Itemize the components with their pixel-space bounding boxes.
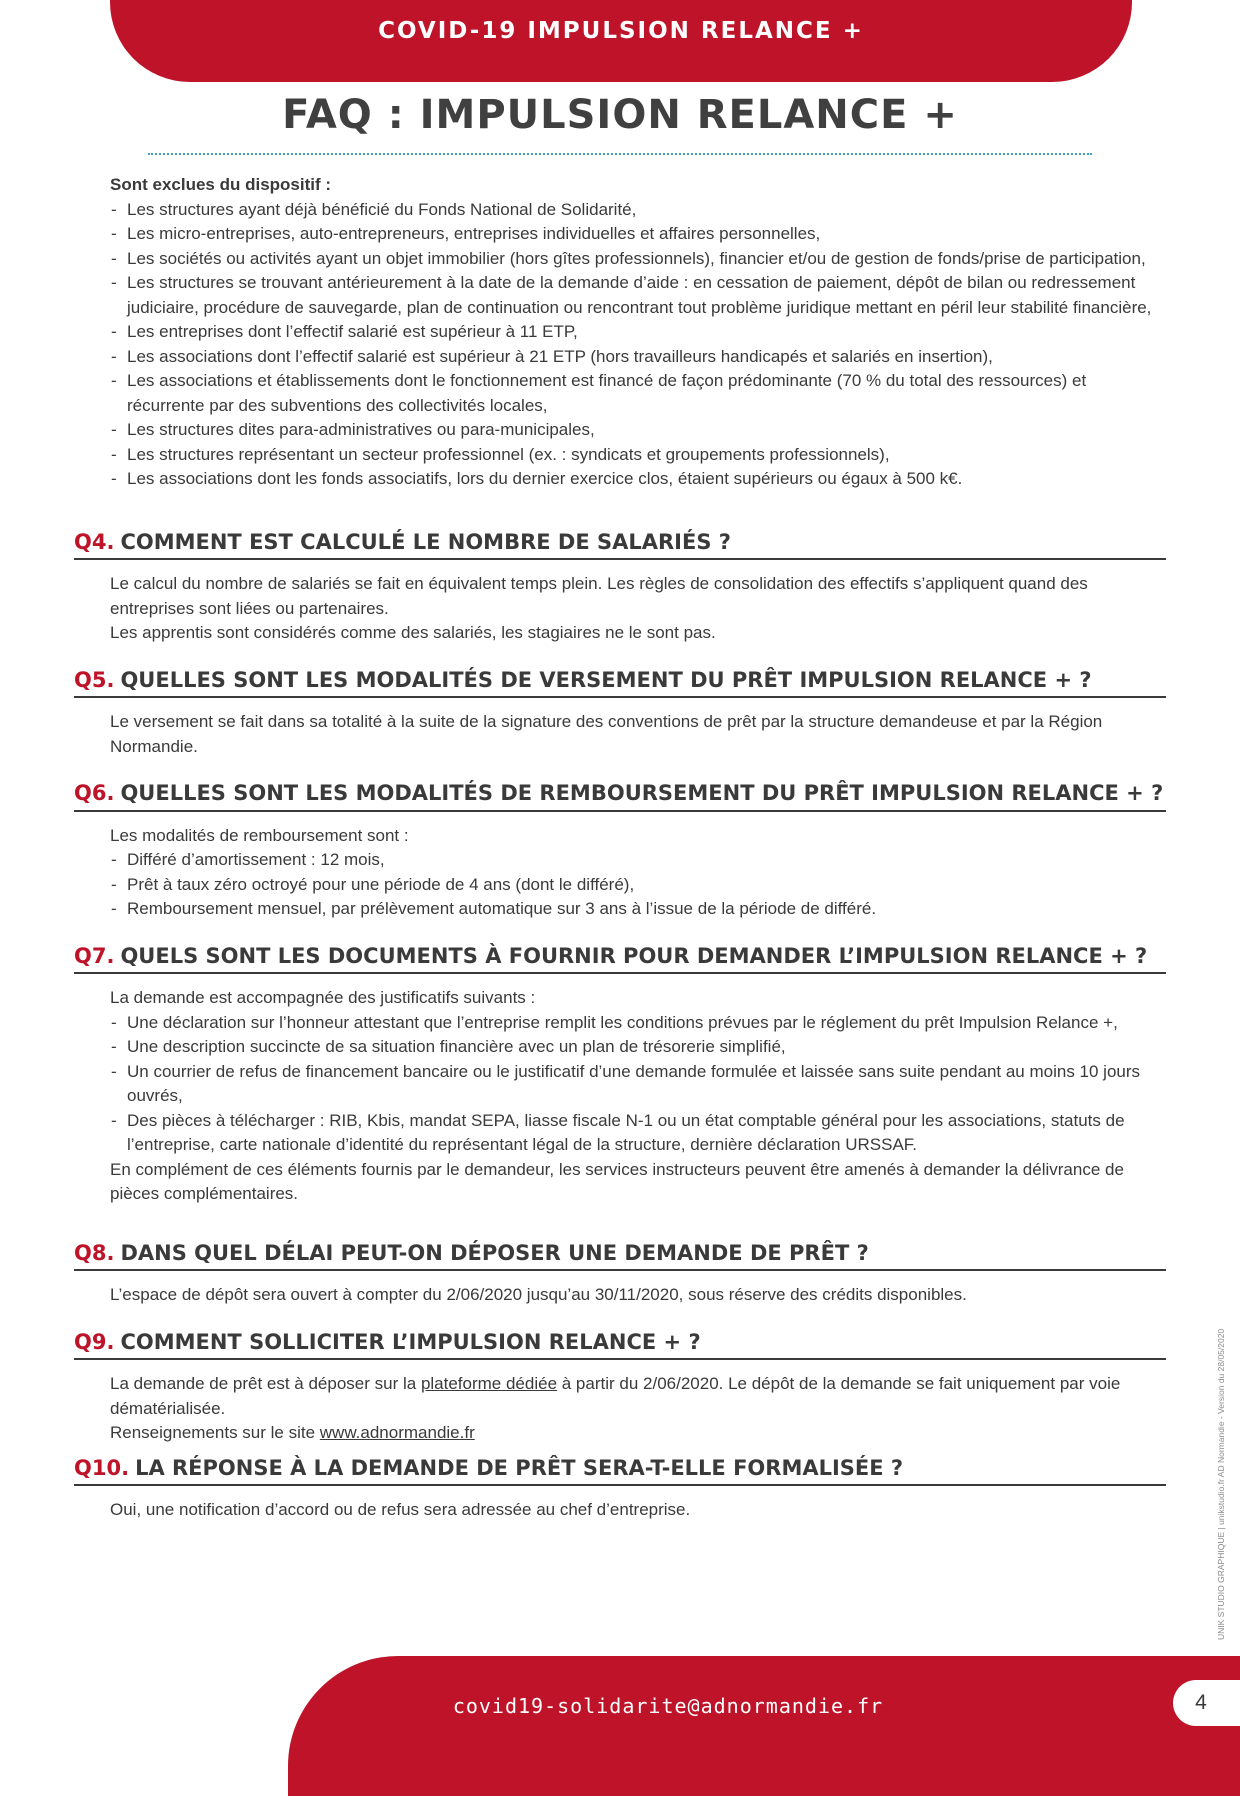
question-number: Q7.	[74, 943, 115, 968]
faq-content	[74, 173, 1166, 1523]
list-item: - Des pièces à télécharger : RIB, Kbis, mandat SEPA, liasse fiscale N-1 ou un état comptable général pour les associations, statuts de l’entreprise, carte nationale d’identité du représentant légal de la structure, dernière déclaration URSSAF.	[110, 1109, 1166, 1158]
answer-intro: Les modalités de remboursement sont :	[110, 825, 409, 845]
answer-paragraph: Le versement se fait dans sa totalité à la suite de la signature des conventions de prêt par la structure demandeuse et par la Région Normandie.	[110, 712, 1103, 756]
list-item: - Une description succincte de sa situation financière avec un plan de trésorerie simplifié,	[110, 1035, 1166, 1060]
list-item: - Les associations dont les fonds associatifs, lors du dernier exercice clos, étaient supérieurs ou égaux à 500 k€.	[110, 467, 1166, 492]
page-number: 4	[1195, 1691, 1207, 1714]
question-number: Q10.	[74, 1455, 130, 1480]
answer-paragraph	[110, 1372, 1166, 1421]
answer-paragraph	[110, 1421, 1166, 1446]
page-title: FAQ : IMPULSION RELANCE +	[282, 92, 958, 138]
answer-paragraph: Le calcul du nombre de salariés se fait en équivalent temps plein. Les règles de consolidation des effectifs s’appliquent quand des entreprises sont liées ou partenaires.	[110, 574, 1088, 618]
question-number: Q5.	[74, 667, 115, 692]
q6-list	[110, 848, 1166, 922]
answer-paragraph: L’espace de dépôt sera ouvert à compter du 2/06/2020 jusqu’au 30/11/2020, sous réserve des crédits disponibles.	[110, 1285, 967, 1304]
list-item: - Les structures dites para-administratives ou para-municipales,	[110, 418, 1166, 443]
q5-heading	[74, 668, 1166, 699]
list-item: - Différé d’amortissement : 12 mois,	[110, 848, 1166, 873]
list-item: - Les micro-entreprises, auto-entrepreneurs, entreprises individuelles et affaires personnelles,	[110, 222, 1166, 247]
question-title: QUELS SONT LES DOCUMENTS À FOURNIR POUR DEMANDER L’IMPULSION RELANCE + ?	[120, 943, 1148, 968]
q7-heading	[74, 944, 1166, 975]
question-title: COMMENT EST CALCULÉ LE NOMBRE DE SALARIÉS ?	[120, 529, 731, 554]
website-link[interactable]: www.adnormandie.fr	[319, 1423, 475, 1442]
list-item: - Les sociétés ou activités ayant un objet immobilier (hors gîtes professionnels), financier et/ou de gestion de fonds/prise de participation,	[110, 247, 1166, 272]
exclusions-section	[74, 173, 1166, 492]
footer-banner	[288, 1656, 1240, 1796]
list-item: - Une déclaration sur l’honneur attestant que l’entreprise remplit les conditions prévues par le réglement du prêt Impulsion Relance +,	[110, 1011, 1166, 1036]
q10-heading	[74, 1456, 1166, 1487]
platform-link[interactable]: plateforme dédiée	[420, 1374, 558, 1393]
list-item: - Les entreprises dont l’effectif salarié est supérieur à 11 ETP,	[110, 320, 1166, 345]
list-item: - Les structures représentant un secteur professionnel (ex. : syndicats et groupements professionnels),	[110, 443, 1166, 468]
q8-heading	[74, 1241, 1166, 1272]
title-divider	[148, 153, 1092, 155]
question-title: DANS QUEL DÉLAI PEUT-ON DÉPOSER UNE DEMANDE DE PRÊT ?	[120, 1240, 869, 1265]
q10-section	[74, 1456, 1166, 1523]
q5-section	[74, 668, 1166, 760]
q4-section	[74, 530, 1166, 646]
question-title: COMMENT SOLLICITER L’IMPULSION RELANCE + ?	[120, 1329, 701, 1354]
question-number: Q9.	[74, 1329, 115, 1354]
exclusions-heading: Sont exclues du dispositif :	[110, 175, 332, 194]
q4-heading	[74, 530, 1166, 561]
q6-section	[74, 781, 1166, 922]
list-item: - Les structures se trouvant antérieurement à la date de la demande d’aide : en cessation de paiement, dépôt de bilan ou redressement judiciaire, procédure de sauvegarde, plan de continuation ou rencontrant tout problème juridique mettant en péril leur stabilité financière,	[110, 271, 1166, 320]
exclusions-list	[110, 198, 1166, 492]
question-title: QUELLES SONT LES MODALITÉS DE REMBOURSEMENT DU PRÊT IMPULSION RELANCE + ?	[120, 781, 1164, 805]
q7-section	[74, 944, 1166, 1207]
list-item: - Les associations et établissements dont le fonctionnement est financé de façon prédominante (70 % du total des ressources) et récurrente par des subventions des collectivités locales,	[110, 369, 1166, 418]
q6-heading	[74, 781, 1166, 812]
answer-text: La demande de prêt est à déposer sur la	[110, 1374, 421, 1393]
question-title: QUELLES SONT LES MODALITÉS DE VERSEMENT DU PRÊT IMPULSION RELANCE + ?	[120, 667, 1092, 692]
q7-list	[110, 1011, 1166, 1158]
list-item: - Prêt à taux zéro octroyé pour une période de 4 ans (dont le différé),	[110, 873, 1166, 898]
banner-title: COVID-19 IMPULSION RELANCE +	[378, 18, 864, 44]
question-title: LA RÉPONSE À LA DEMANDE DE PRÊT SERA-T-ELLE FORMALISÉE ?	[135, 1455, 904, 1480]
question-number: Q4.	[74, 529, 115, 554]
answer-intro: La demande est accompagnée des justificatifs suivants :	[110, 988, 536, 1007]
q8-section	[74, 1241, 1166, 1308]
answer-outro: En complément de ces éléments fournis par le demandeur, les services instructeurs peuvent être amenés à demander la délivrance de pièces complémentaires.	[110, 1159, 1124, 1203]
answer-text: à partir du 2/06/2020. Le dépôt de la demande se fait uniquement par voie dématérialisée.	[110, 1374, 1121, 1418]
list-item: - Les structures ayant déjà bénéficié du Fonds National de Solidarité,	[110, 198, 1166, 223]
q9-section	[74, 1330, 1166, 1446]
answer-text: Renseignements sur le site	[110, 1423, 320, 1442]
list-item: - Les associations dont l’effectif salarié est supérieur à 21 ETP (hors travailleurs handicapés et salariés en insertion),	[110, 345, 1166, 370]
side-credit: UNIK STUDIO GRAPHIQUE | unikstudio.fr AD Normandie - Version du 28/05/2020	[1216, 1328, 1226, 1640]
list-item: - Un courrier de refus de financement bancaire ou le justificatif d’une demande formulée et laissée sans suite pendant au moins 10 jours ouvrés,	[110, 1060, 1166, 1109]
answer-paragraph: Les apprentis sont considérés comme des salariés, les stagiaires ne le sont pas.	[110, 623, 716, 642]
list-item: - Remboursement mensuel, par prélèvement automatique sur 3 ans à l’issue de la période de différé.	[110, 897, 1166, 922]
answer-paragraph: Oui, une notification d’accord ou de refus sera adressée au chef d’entreprise.	[110, 1500, 691, 1519]
q9-heading	[74, 1330, 1166, 1361]
contact-email[interactable]: covid19-solidarite@adnormandie.fr	[452, 1694, 884, 1718]
question-number: Q8.	[74, 1240, 115, 1265]
question-number: Q6.	[74, 781, 115, 805]
